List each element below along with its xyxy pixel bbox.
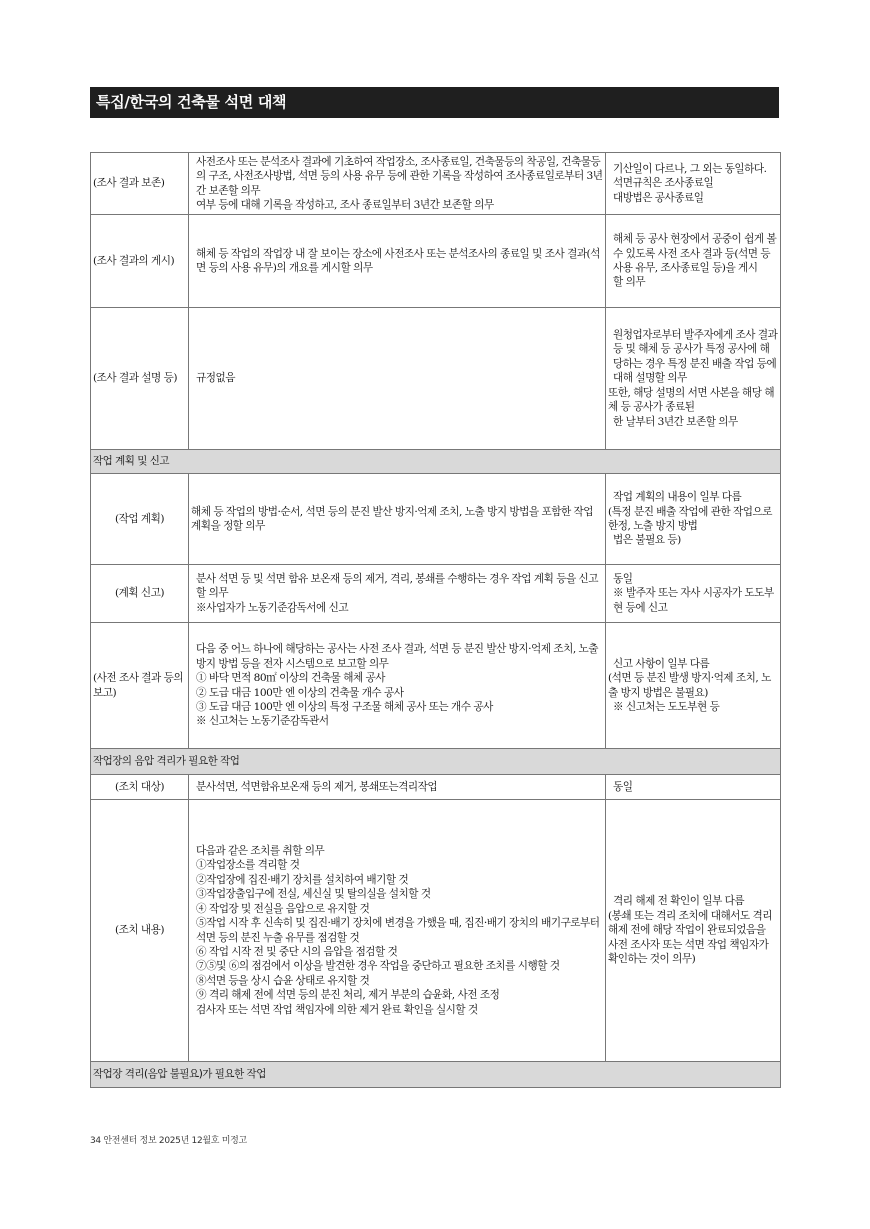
row-japan-cell: 동일 [606,775,781,800]
section-title: 작업장 격리(음압 불필요)가 필요한 작업 [91,1062,781,1088]
row-label: (조사 결과 보존) [91,153,189,215]
section-title: 작업장의 음압 격리가 필요한 작업 [91,749,781,775]
row-label: (사전 조사 결과 등의 보고) [91,623,189,749]
table-row [91,565,781,623]
row-label: (계획 신고) [91,565,189,623]
row-label: (조치 대상) [91,775,189,800]
section-header-row [91,749,781,775]
page-title-bar [90,87,779,118]
section-header-row [91,1062,781,1088]
table-row [91,153,781,215]
row-korea-cell: 분사 석면 등 및 석면 함유 보온재 등의 제거, 격리, 봉쇄를 수행하는 경우 작업 계획 등을 신고할 의무 ※사업자가 노동기준감독서에 신고 [189,565,606,623]
table-row [91,775,781,800]
row-korea-cell: 사전조사 또는 분석조사 결과에 기초하여 작업장소, 조사종료일, 건축물등의 착공일, 건축물등의 구조, 사전조사방법, 석면 등의 사용 유무 등에 관한 기록을 작성하여 조사종료일로부터 3년간 보존할 의무 여부 등에 대해 기록을 작성하고, 조사 종료일부터 3년간 보존할 의무 [189,153,606,215]
page-title: 특집/한국의 건축물 석면 대책 [96,93,287,111]
row-korea-cell: 분사석면, 석면함유보온재 등의 제거, 봉쇄또는격리작업 [189,775,606,800]
row-korea-cell: 해체 등 작업의 방법·순서, 석면 등의 분진 발산 방지·억제 조치, 노출 방지 방법을 포함한 작업 계획을 정할 의무 [189,474,606,565]
row-korea-cell: 해체 등 작업의 작업장 내 잘 보이는 장소에 사전조사 또는 분석조사의 종료일 및 조사 결과(석면 등의 사용 유무)의 개요를 게시할 의무 [189,215,606,308]
comparison-table [90,152,781,1088]
row-japan-cell: 동일 ※ 발주자 또는 자사 시공자가 도도부현 등에 신고 [606,565,781,623]
row-korea-cell: 규정없음 [189,308,606,450]
table-row [91,623,781,749]
row-label: (조치 내용) [91,800,189,1062]
section-title: 작업 계획 및 신고 [91,450,781,474]
row-japan-cell: 작업 계획의 내용이 일부 다름 (특정 분진 배출 작업에 관한 작업으로 한정, 노출 방지 방법 법은 불필요 등) [606,474,781,565]
table-row [91,215,781,308]
row-korea-cell: 다음과 같은 조치를 취할 의무 ①작업장소를 격리할 것 ②작업장에 집진·배기 장치를 설치하여 배기할 것 ③작업장출입구에 전실, 세신실 및 탈의실을 설치할 것 ④ 작업장 및 전실을 음압으로 유지할 것 ⑤작업 시작 후 신속히 및 집진·배기 장치에 변경을 가했을 때, 집진·배기 장치의 배기구로부터 석면 등의 분진 누출 유무를 점검할 것 ⑥ 작업 시작 전 및 중단 시의 음압을 점검할 것 ⑦⑤및 ⑥의 점검에서 이상을 발견한 경우 작업을 중단하고 필요한 조치를 시행할 것 ⑧석면 등을 상시 습윤 상태로 유지할 것 ⑨ 격리 해제 전에 석면 등의 분진 처리, 제거 부분의 습윤화, 사전 조정 검사자 또는 석면 작업 책임자에 의한 제거 완료 확인을 실시할 것 [189,800,606,1062]
page-footer: 34 안전센터 정보 2025년 12월호 미정고 [90,1136,247,1146]
row-japan-cell: 해체 등 공사 현장에서 공중이 쉽게 볼 수 있도록 사전 조사 결과 등(석면 등 사용 유무, 조사종료일 등)을 게시 할 의무 [606,215,781,308]
section-header-row [91,450,781,474]
row-korea-cell: 다음 중 어느 하나에 해당하는 공사는 사전 조사 결과, 석면 등 분진 발산 방지·억제 조치, 노출 방지 방법 등을 전자 시스템으로 보고할 의무 ① 바닥 면적 80㎡ 이상의 건축물 해체 공사 ② 도급 대금 100만 엔 이상의 건축물 개수 공사 ③ 도급 대금 100만 엔 이상의 특정 구조물 해체 공사 또는 개수 공사 ※ 신고처는 노동기준감독관서 [189,623,606,749]
table-row [91,308,781,450]
row-label: (조사 결과 설명 등) [91,308,189,450]
table-row [91,474,781,565]
row-japan-cell: 격리 해제 전 확인이 일부 다름 (봉쇄 또는 격리 조치에 대해서도 격리 해제 전에 해당 작업이 완료되었음을 사전 조사자 또는 석면 작업 책임자가 확인하는 것이 의무) [606,800,781,1062]
table-row [91,800,781,1062]
row-label: (작업 계획) [91,474,189,565]
row-japan-cell: 원청업자로부터 발주자에게 조사 결과 등 및 해체 등 공사가 특정 공사에 해당하는 경우 특정 분진 배출 작업 등에 대해 설명할 의무 또한, 해당 설명의 서면 사본을 해당 해체 등 공사가 종료된 한 날부터 3년간 보존할 의무 [606,308,781,450]
row-japan-cell: 기산일이 다르나, 그 외는 동일하다. 석면규칙은 조사종료일 대방법은 공사종료일 [606,153,781,215]
row-japan-cell: 신고 사항이 일부 다름 (석면 등 분진 발생 방지·억제 조치, 노출 방지 방법은 불필요) ※ 신고처는 도도부현 등 [606,623,781,749]
row-label: (조사 결과의 게시) [91,215,189,308]
